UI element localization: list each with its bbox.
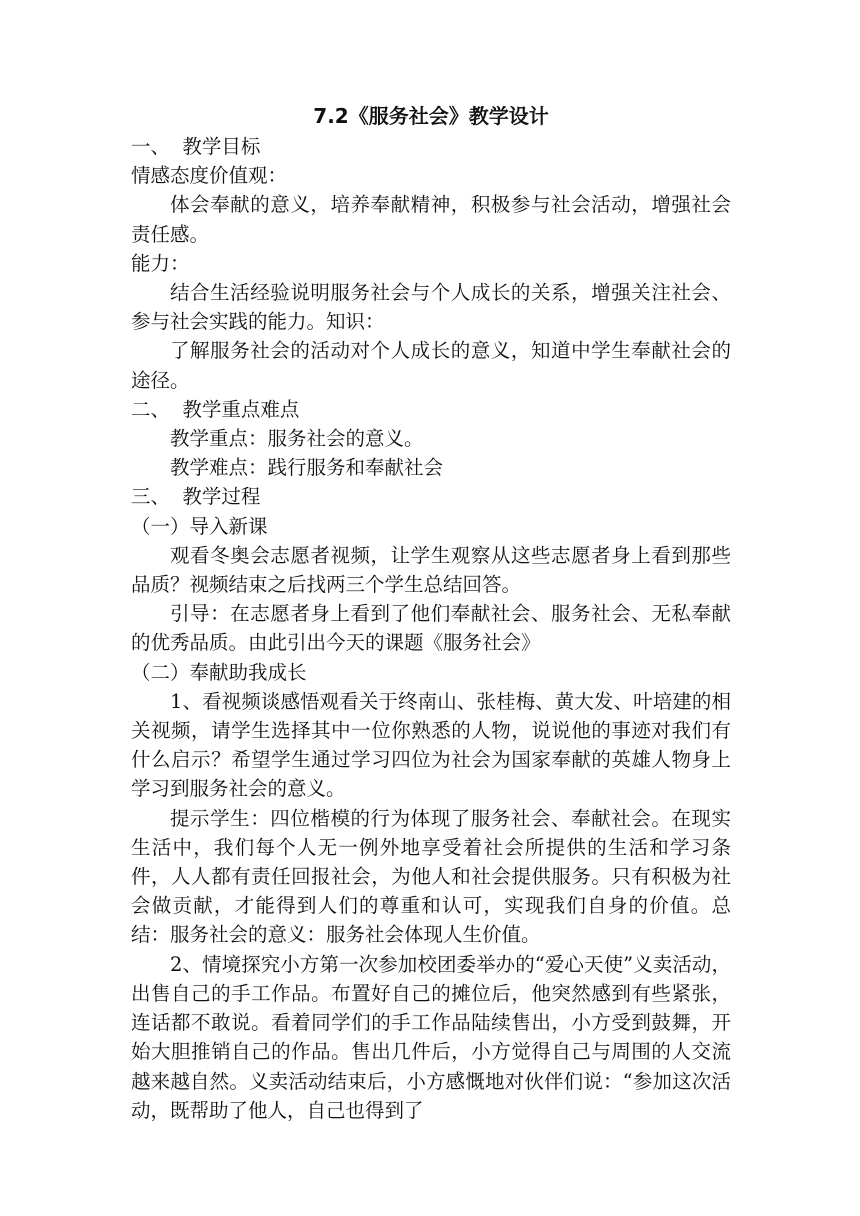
paragraph-situation-inquiry: 2、情境探究小方第一次参加校团委举办的“爱心天使”义卖活动，出售自己的手工作品。布置好自己的摊位后，他突然感到有些紧张，连话都不敢说。看着同学们的手工作品陆续售出，小方受到鼓舞，开始大胆推销自己的作品。售出几件后，小方觉得自己与周围的人交流越来越自然。义卖活动结束后，小方感慨地对伙伴们说：“参加这次活动，既帮助了他人，自己也得到了 <box>131 952 731 1122</box>
paragraph-student-hint: 提示学生：四位楷模的行为体现了服务社会、奉献社会。在现实生活中，我们每个人无一例外地享受着社会所提供的生活和学习条件，人人都有责任回报社会，为他人和社会提供服务。只有积极为社会做贡献，才能得到人们的尊重和认可，实现我们自身的价值。总结：服务社会的意义：服务社会体现人生价值。 <box>131 806 731 947</box>
paragraph-emotion-goal: 体会奉献的意义，培养奉献精神，积极参与社会活动，增强社会责任感。 <box>131 193 731 246</box>
subheading-ability: 能力： <box>131 251 190 275</box>
subheading-emotion-attitude-values: 情感态度价值观： <box>131 164 288 188</box>
paragraph-key-point: 教学重点：服务社会的意义。 <box>170 427 424 451</box>
paragraph-knowledge-goal: 了解服务社会的活动对个人成长的意义，知道中学生奉献社会的途径。 <box>131 339 731 392</box>
paragraph-guidance: 引导：在志愿者身上看到了他们奉献社会、服务社会、无私奉献的优秀品质。由此引出今天的课题《服务社会》 <box>131 602 731 655</box>
section-heading-key-points: 二、 教学重点难点 <box>131 397 300 421</box>
section-heading-teaching-goals: 一、 教学目标 <box>131 135 261 158</box>
paragraph-video-volunteers: 观看冬奥会志愿者视频，让学生观察从这些志愿者身上看到那些品质？视频结束之后找两三个学生总结回答。 <box>131 543 731 597</box>
paragraph-ability-goal: 结合生活经验说明服务社会与个人成长的关系，增强关注社会、参与社会实践的能力。知识： <box>131 281 731 334</box>
paragraph-video-heroes: 1、看视频谈感悟观看关于终南山、张桂梅、黄大发、叶培建的相关视频，请学生选择其中一位你熟悉的人物，说说他的事迹对我们有什么启示？希望学生通过学习四位为社会为国家奉献的英雄人物身上学习到服务社会的意义。 <box>131 689 731 801</box>
subheading-introduction: （一）导入新课 <box>131 514 268 538</box>
document-body <box>131 100 731 1125</box>
document-title: 7.2《服务社会》教学设计 <box>313 104 549 128</box>
section-heading-teaching-process: 三、 教学过程 <box>131 485 261 509</box>
paragraph-difficult-point: 教学难点：践行服务和奉献社会 <box>170 456 444 480</box>
subheading-dedication-growth: （二）奉献助我成长 <box>131 660 307 684</box>
